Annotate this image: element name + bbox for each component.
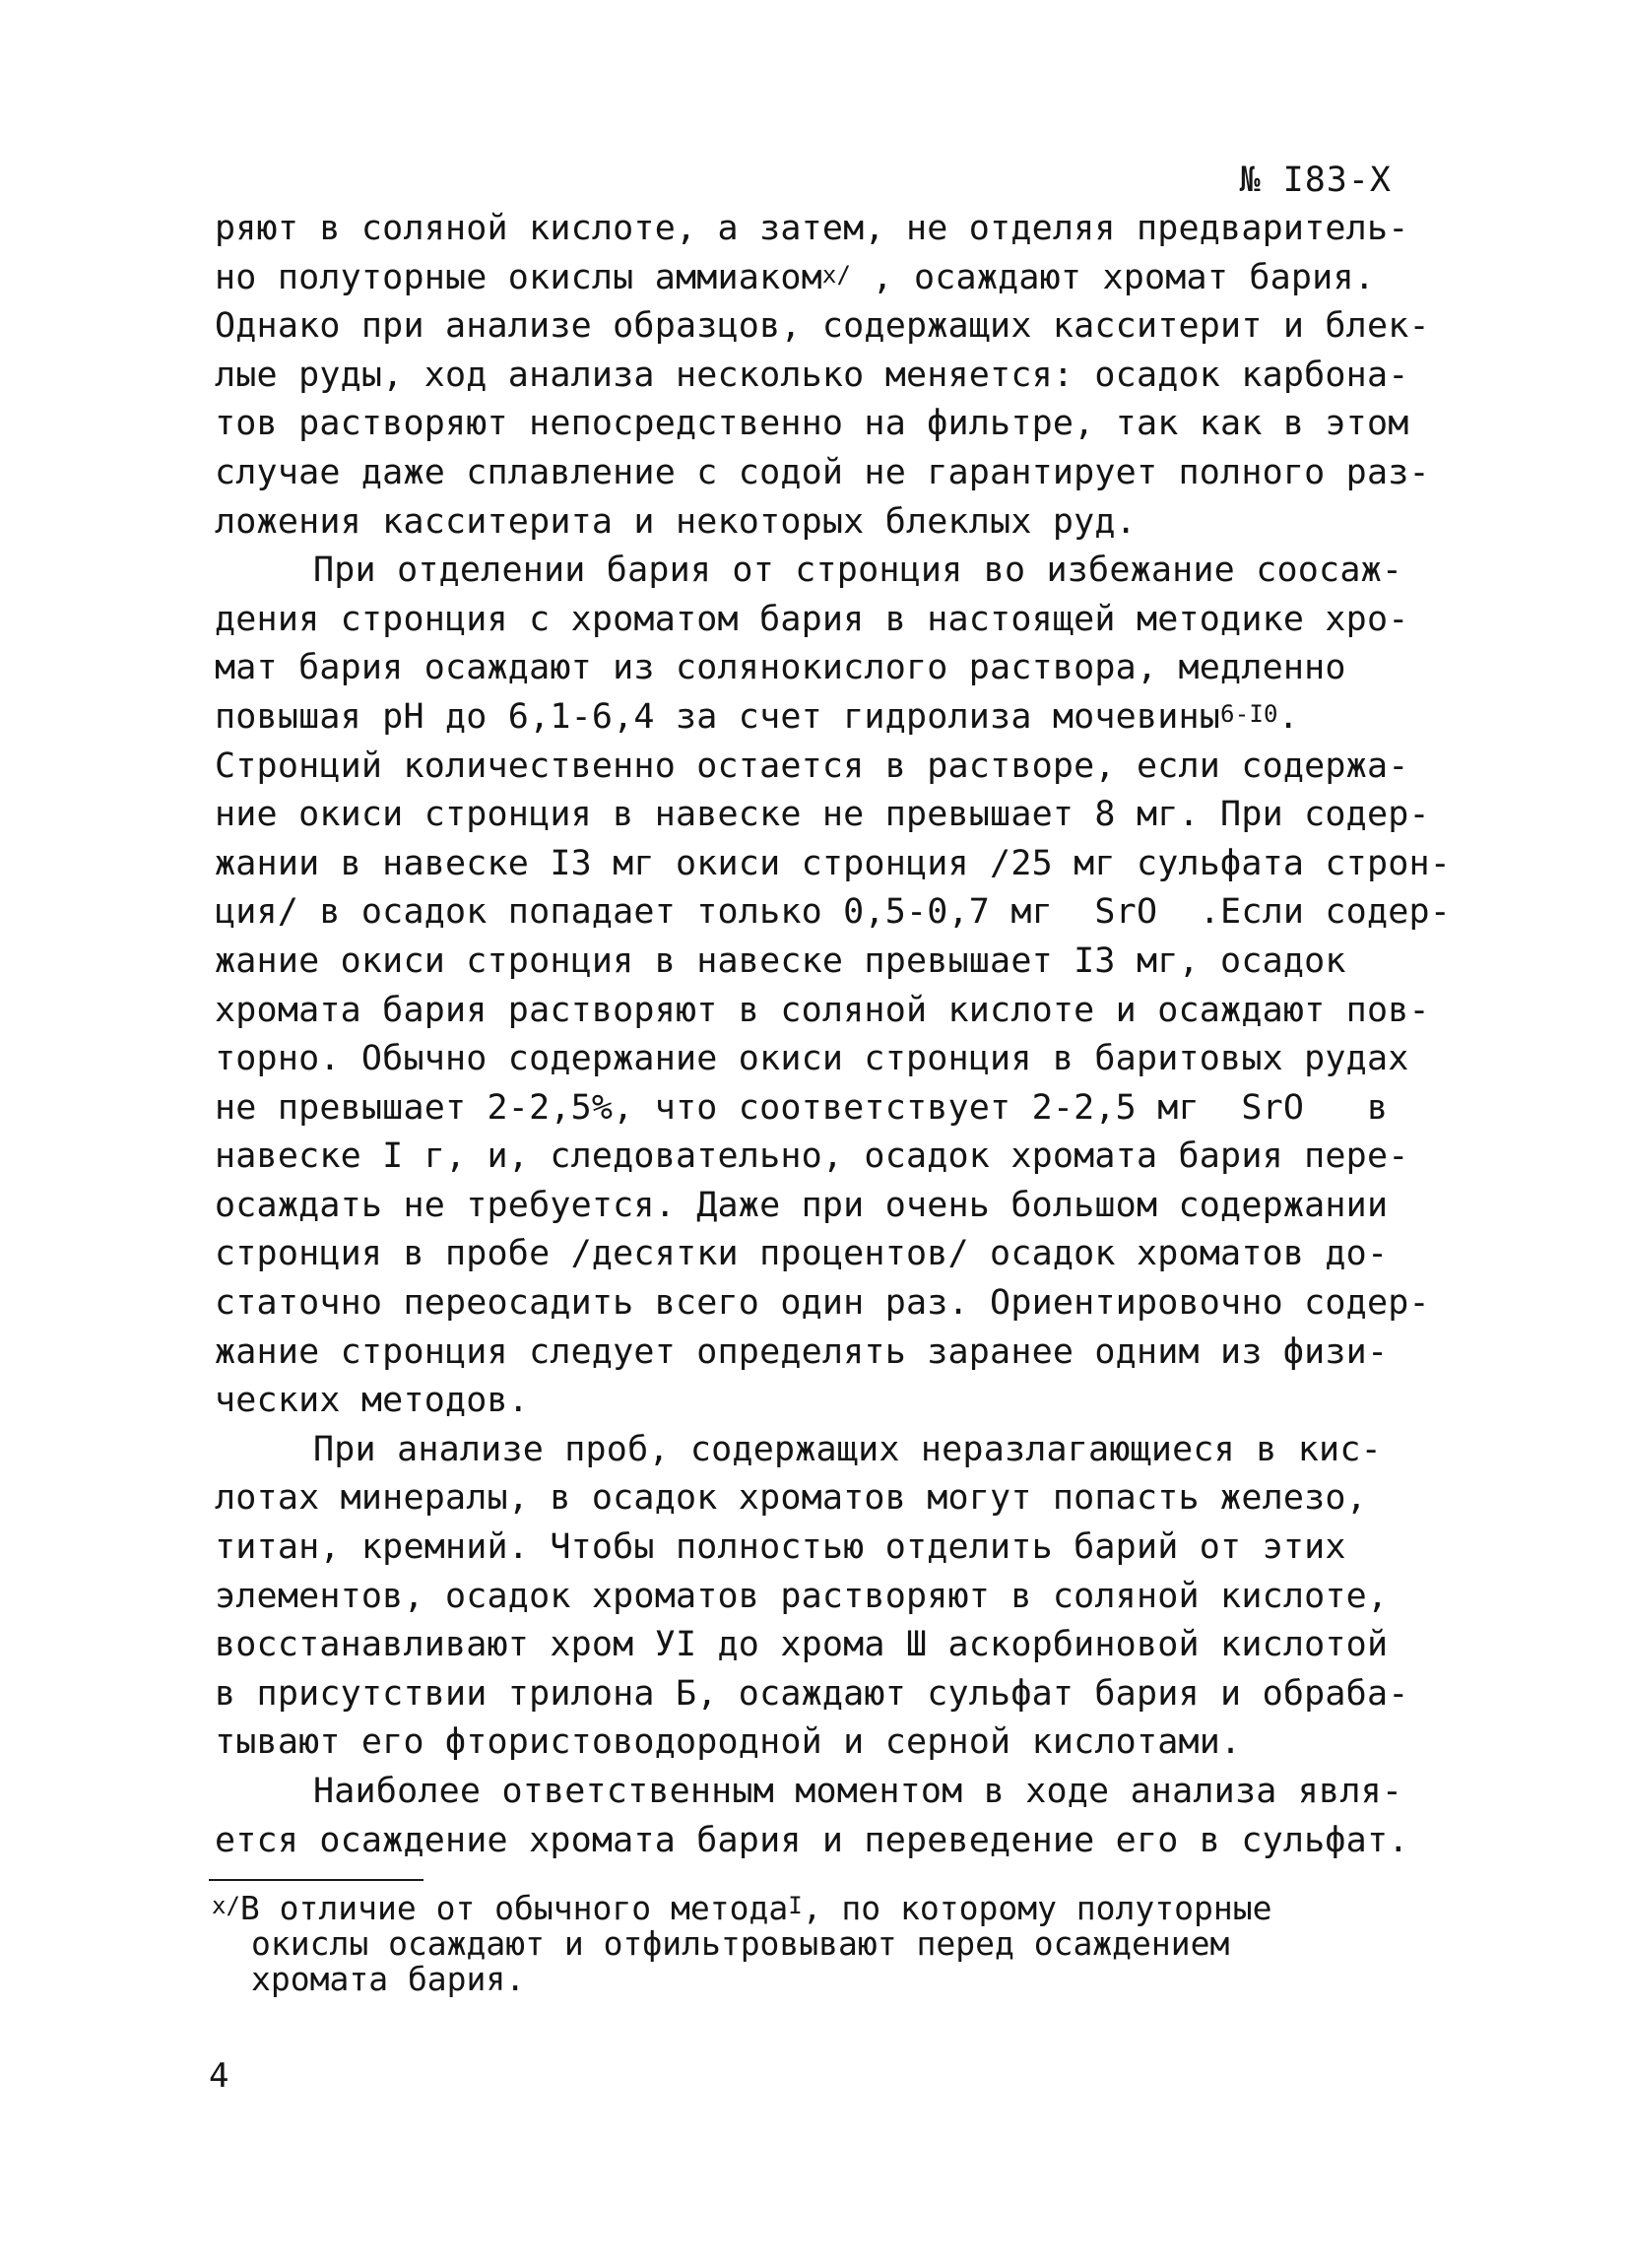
line-text: не превышает 2-2,5%, что соответствует 2-2,5 мг SrO в <box>215 1087 1389 1128</box>
line-text: Однако при анализе образцов, содержащих касситерит и блек- <box>215 306 1430 347</box>
line-text: ложения касситерита и некоторых блеклых руд. <box>215 501 1137 542</box>
footnote-line: окислы осаждают и отфильтровывают перед осаждением <box>251 1924 1230 1963</box>
line-text: лые руды, ход анализа несколько меняется: осадок карбона- <box>215 355 1409 395</box>
text-line <box>215 693 1406 743</box>
superscript-reference: х/ <box>821 260 852 289</box>
text-line <box>215 888 1452 938</box>
text-line <box>215 205 1409 254</box>
line-text: случае даже сплавление с содой не гарантирует полного раз- <box>215 452 1430 492</box>
line-text: хромата бария растворяют в соляной кислоте и осаждают пов- <box>215 990 1430 1030</box>
line-text: но полуторные окислы аммиаком <box>215 257 822 297</box>
text-line <box>215 400 1409 449</box>
line-text: ние окиси стронция в навеске не превышает 8 мг. При содер- <box>215 795 1430 835</box>
text-line <box>215 449 1430 498</box>
text-line <box>215 743 1409 792</box>
document-number: № I83-Х <box>1239 161 1392 200</box>
line-text: ческих методов. <box>215 1381 530 1421</box>
text-line <box>215 1817 1409 1866</box>
text-line <box>215 1084 1406 1134</box>
line-text: ряют в соляной кислоте, а затем, не отделяя предваритель- <box>215 209 1409 248</box>
line-text: тывают его фтористоводородной и серной кислотами. <box>215 1722 1242 1763</box>
text-line <box>215 1035 1409 1084</box>
line-text: жании в навеске I3 мг окиси стронция /25 мг сульфата строн- <box>215 843 1452 883</box>
line-text: торно. Обычно содержание окиси стронция в баритовых рудах <box>215 1039 1409 1079</box>
line-text: дения стронция с хроматом бария в настоящей методике хро- <box>215 599 1409 639</box>
line-text: элементов, осадок хроматов растворяют в соляной кислоте, <box>215 1576 1389 1616</box>
text-line <box>215 1621 1406 1670</box>
footnote-text: В отличие от обычного метода <box>239 1889 789 1927</box>
line-text: в присутствии трилона Б, осаждают сульфат бария и обраба- <box>215 1673 1409 1714</box>
line-text: стронция в пробе /десятки процентов/ осадок хроматов до- <box>215 1234 1389 1274</box>
text-line <box>215 987 1430 1036</box>
text-line <box>215 1573 1406 1622</box>
line-text: тов растворяют непосредственно на фильтре, так как в этом <box>215 404 1409 444</box>
text-line <box>215 1474 1406 1523</box>
footnote-reference: I <box>788 1892 803 1919</box>
line-text: статочно переосадить всего один раз. Ориентировочно содер- <box>215 1283 1430 1324</box>
line-text-tail: , осаждают хромат бария. <box>851 257 1375 297</box>
text-line <box>215 938 1406 987</box>
line-text: Стронций количественно остается в растворе, если содержа- <box>215 745 1409 786</box>
text-line <box>215 1328 1406 1378</box>
footnote-text: , по которому полуторные <box>802 1889 1272 1927</box>
line-text: жание окиси стронция в навеске превышает I3 мг, осадок <box>215 940 1346 981</box>
line-text: При анализе проб, содержащих неразлагающиеся в кис- <box>313 1429 1382 1469</box>
line-text-tail: . <box>1277 696 1299 737</box>
line-text: титан, кремний. Чтобы полностью отделить барий от этих <box>215 1527 1346 1568</box>
text-line <box>215 1523 1406 1573</box>
text-line <box>215 547 1406 596</box>
text-line <box>215 254 1406 303</box>
text-line <box>215 1230 1406 1279</box>
text-line <box>215 840 1452 889</box>
text-line <box>215 791 1430 840</box>
text-line <box>215 352 1409 401</box>
line-text: восстанавливают хром УI до хрома Ш аскорбиновой кислотой <box>215 1625 1389 1665</box>
line-text: При отделении бария от стронция во избежание соосаж- <box>313 551 1403 591</box>
text-line <box>215 1426 1406 1475</box>
text-line <box>215 1133 1409 1182</box>
text-line <box>215 1768 1406 1817</box>
text-line <box>215 1182 1406 1231</box>
text-line <box>215 1279 1430 1328</box>
text-line <box>215 1670 1409 1719</box>
line-text: повышая рН до 6,1-6,4 за счет гидролиза мочевины <box>215 696 1221 737</box>
footnote <box>212 1891 1374 1997</box>
line-text: ция/ в осадок попадает только 0,5-0,7 мг SrO .Если содер- <box>215 892 1452 933</box>
footnote-rule <box>209 1879 423 1881</box>
text-line <box>215 596 1409 645</box>
text-line <box>215 302 1430 352</box>
line-text: мат бария осаждают из солянокислого раствора, медленно <box>215 648 1346 688</box>
line-text: навеске I г, и, следовательно, осадок хромата бария пере- <box>215 1136 1409 1177</box>
line-text: осаждать не требуется. Даже при очень большом содержании <box>215 1185 1389 1225</box>
page-number: 4 <box>209 2056 229 2096</box>
line-text: лотах минералы, в осадок хроматов могут попасть железо, <box>215 1478 1367 1519</box>
line-text: ется осаждение хромата бария и переведение его в сульфат. <box>215 1820 1409 1860</box>
text-line <box>215 644 1406 693</box>
text-line <box>215 1377 1406 1426</box>
footnote-line <box>212 1891 1374 1926</box>
line-text: жание стронция следует определять заранее одним из физи- <box>215 1331 1389 1372</box>
text-line <box>215 498 1406 548</box>
superscript-reference: 6-I0 <box>1220 699 1278 728</box>
text-line <box>215 1718 1406 1768</box>
footnote-line: хромата бария. <box>251 1960 526 1998</box>
body-text <box>215 205 1452 1865</box>
line-text: Наиболее ответственным моментом в ходе анализа явля- <box>313 1772 1403 1811</box>
footnote-marker: х/ <box>212 1892 240 1919</box>
